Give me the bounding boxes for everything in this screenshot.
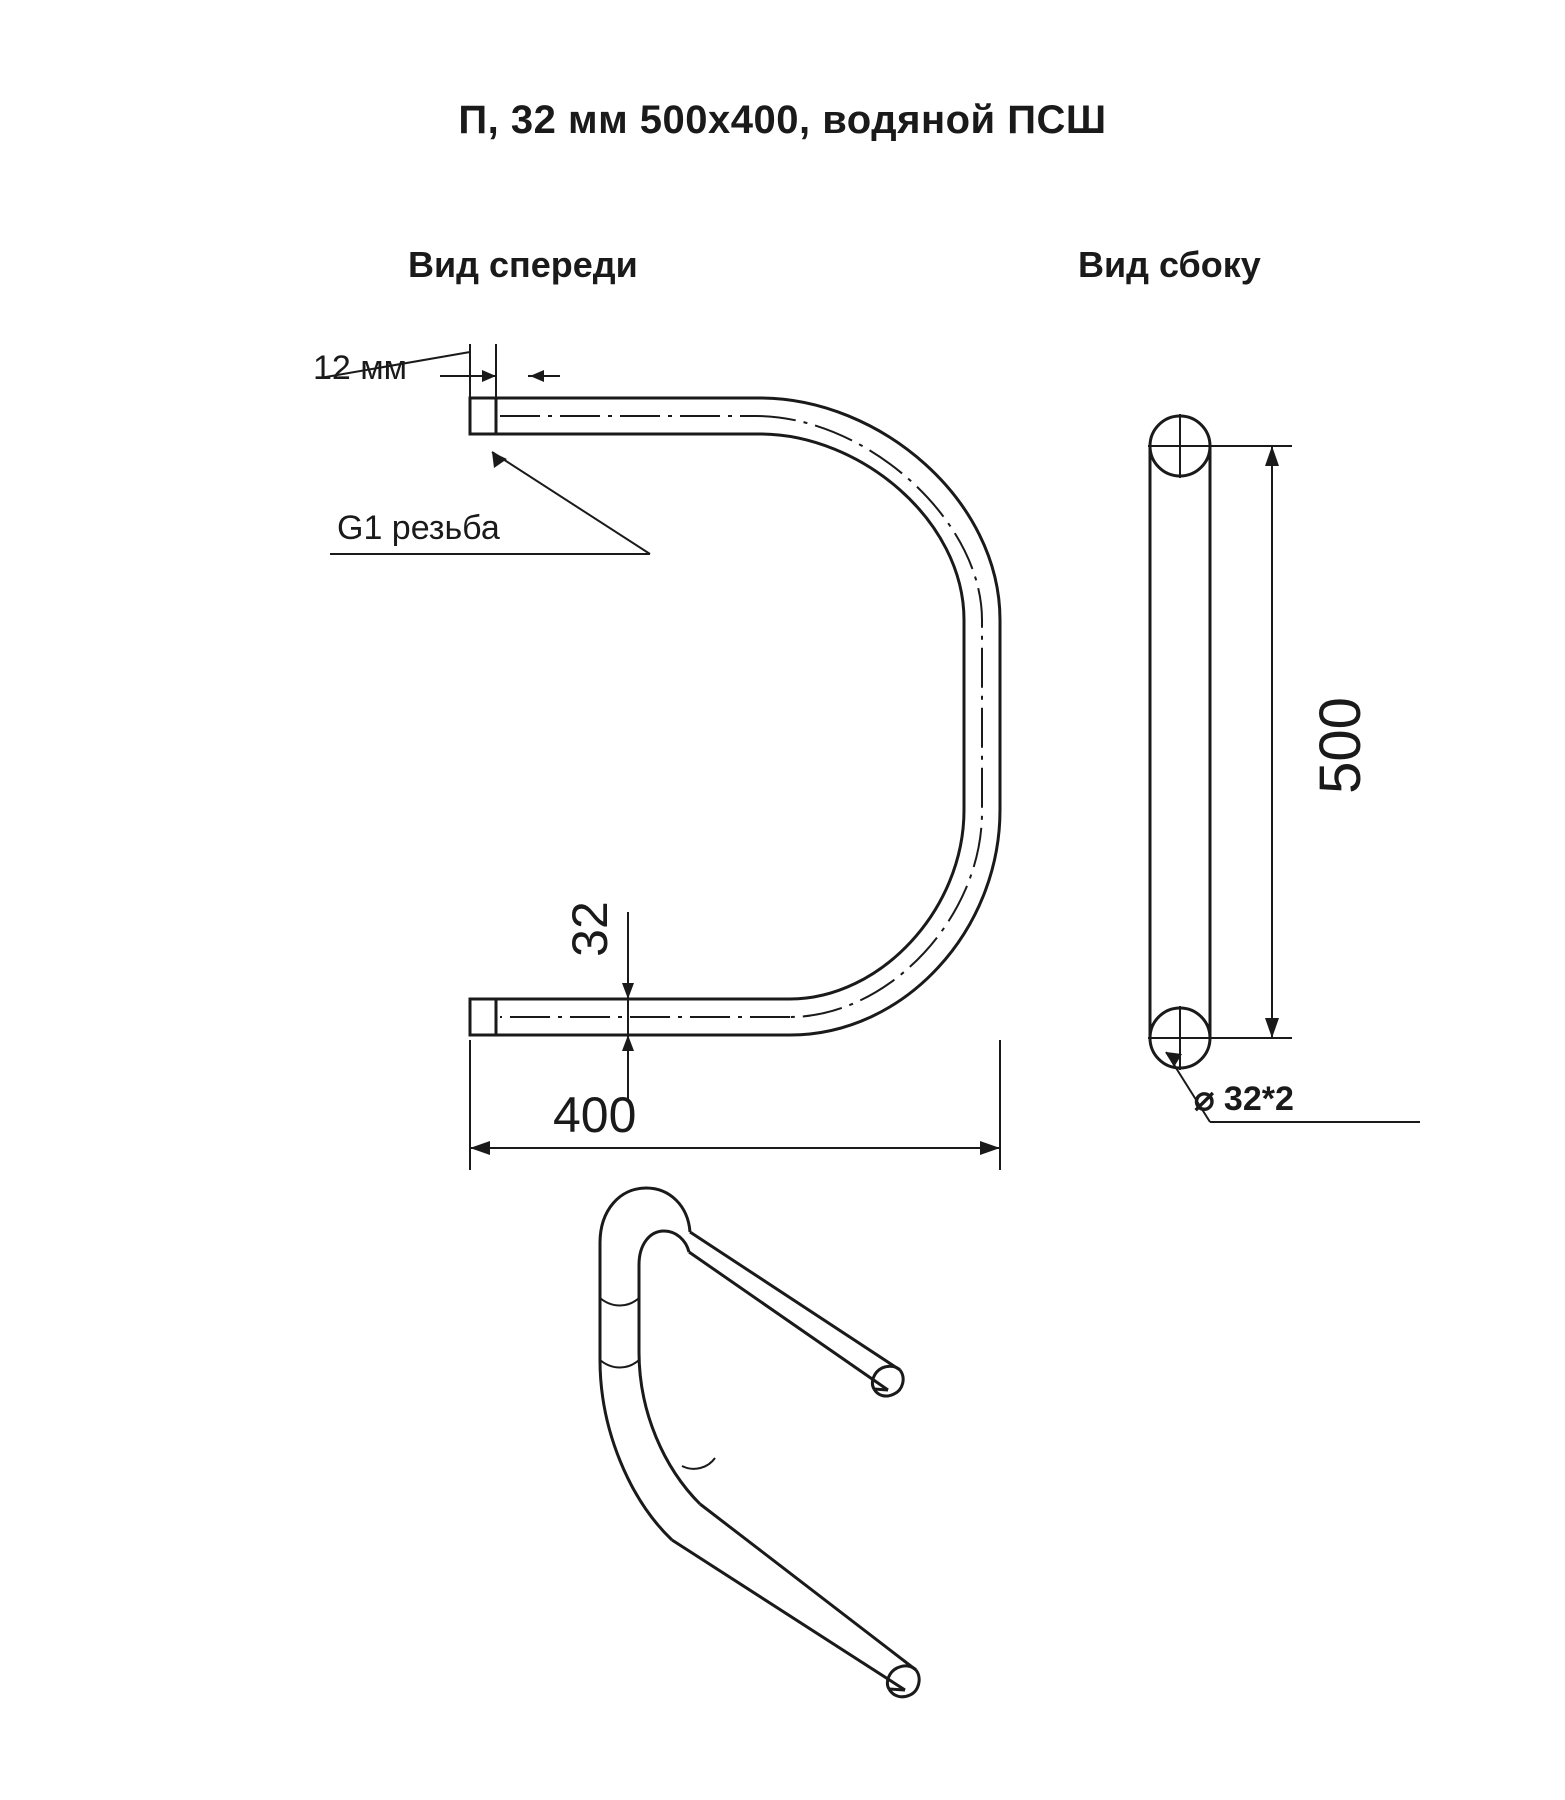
dim32-arrowhead-top	[622, 983, 634, 999]
page-title: П, 32 мм 500х400, водяной ПСШ	[458, 98, 1107, 142]
thread-leader-arrowhead	[492, 452, 507, 468]
front-view-label: Вид спереди	[408, 244, 638, 285]
front-top-thread-block	[470, 398, 496, 434]
iso-seam-3	[682, 1458, 715, 1469]
front-bottom-thread-block	[470, 999, 496, 1035]
dim-400-label: 400	[553, 1087, 637, 1143]
dim-12mm-label: 12 мм	[313, 349, 408, 387]
iso-top-bend-inner	[639, 1231, 689, 1265]
dim32-arrowhead-bottom	[622, 1035, 634, 1051]
dim-500-label: 500	[1307, 697, 1373, 794]
iso-lower-bend-inner	[639, 1352, 700, 1504]
dim-32-label: 32	[561, 901, 618, 957]
thread-leader-diagonal	[492, 452, 650, 554]
iso-seam-2	[600, 1360, 639, 1368]
iso-seam-1	[600, 1298, 639, 1306]
front-bend-centerline	[756, 416, 982, 1017]
iso-upper-arm-top	[690, 1232, 900, 1370]
dim400-arrowhead-left	[470, 1141, 490, 1155]
front-inner-bend	[760, 434, 964, 999]
side-view-label: Вид сбоку	[1078, 244, 1261, 285]
iso-upper-arm-end-cap-2	[872, 1366, 900, 1389]
dim400-arrowhead-right	[980, 1141, 1000, 1155]
iso-upper-arm-bottom	[689, 1252, 888, 1390]
dim500-arrowhead-bottom	[1265, 1018, 1279, 1038]
thread-label: G1 резьба	[337, 509, 500, 547]
pipe-spec-label: ⌀ 32*2	[1194, 1080, 1294, 1118]
iso-lower-arm-bottom	[672, 1540, 905, 1690]
dim12-arrowhead-right	[482, 370, 496, 382]
iso-lower-arm-top	[700, 1504, 916, 1670]
iso-lower-arm-end-cap-2	[887, 1666, 916, 1689]
iso-lower-arm-end-join	[889, 1689, 905, 1690]
iso-upper-arm-end-join	[874, 1389, 888, 1390]
dim500-arrowhead-top	[1265, 446, 1279, 466]
